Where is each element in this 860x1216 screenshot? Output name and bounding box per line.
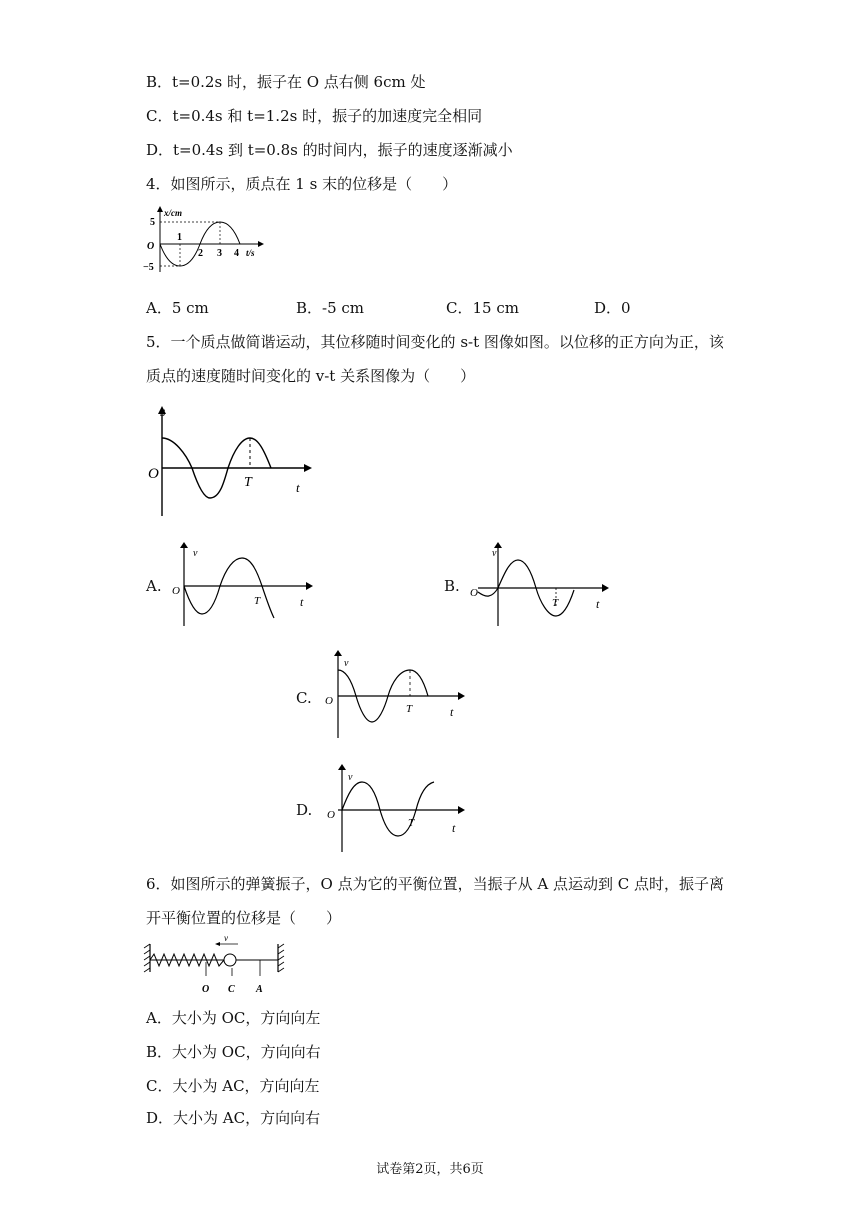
- q5-c-origin: O: [325, 695, 333, 707]
- q5-a-y-label: v: [193, 548, 198, 559]
- q4-stem: 4．如图所示，质点在 1 s 末的位移是（ ）: [146, 175, 458, 193]
- q5-a-origin: O: [172, 585, 180, 597]
- q4-y-tick-neg5: −5: [143, 262, 154, 273]
- q5-b-x-label: t: [596, 597, 600, 611]
- q5-st-graph: [140, 400, 320, 520]
- q5-option-d-label: D.: [296, 801, 313, 819]
- q6-option-a: A．大小为 OC，方向向左: [146, 1009, 321, 1027]
- q6-stem-line1: 6．如图所示的弹簧振子，O 点为它的平衡位置，当振子从 A 点运动到 C 点时，振子离: [146, 875, 724, 893]
- q5-b-period: T: [552, 597, 559, 609]
- q4-y-tick-5: 5: [150, 217, 155, 228]
- q6-point-a: A: [256, 984, 263, 995]
- page-footer: 试卷第2页，共6页: [376, 1162, 484, 1177]
- q5-st-y-label: s: [160, 405, 166, 420]
- q6-option-d: D．大小为 AC，方向向右: [146, 1109, 321, 1127]
- q4-x-tick-1: 1: [177, 232, 182, 243]
- q5-option-c-label: C.: [296, 689, 312, 707]
- q6-option-b: B．大小为 OC，方向向右: [146, 1043, 321, 1061]
- q5-d-origin: O: [327, 809, 335, 821]
- q5-stem-line1: 5．一个质点做简谐运动，其位移随时间变化的 s-t 图像如图。以位移的正方向为正，该: [146, 333, 724, 351]
- q5-c-period: T: [406, 703, 413, 715]
- q6-point-c: C: [228, 984, 235, 995]
- q5-c-y-label: v: [344, 658, 349, 669]
- q3-option-c: C．t=0.4s 和 t=1.2s 时，振子的加速度完全相同: [146, 107, 483, 125]
- q5-option-a-graph: [168, 540, 318, 630]
- q4-option-b: B．-5 cm: [296, 299, 365, 317]
- q5-option-d-graph: [322, 762, 472, 854]
- q6-spring-oscillator-figure: [140, 932, 290, 998]
- q6-stem-line2: 开平衡位置的位移是（ ）: [146, 909, 342, 927]
- q4-graph: [140, 204, 270, 274]
- q4-x-tick-3: 3: [217, 248, 222, 259]
- q5-a-x-label: t: [300, 595, 304, 609]
- q3-option-d: D．t=0.4s 到 t=0.8s 的时间内，振子的速度逐渐减小: [146, 141, 513, 159]
- q4-x-label: t/s: [246, 248, 255, 258]
- q5-st-period: T: [244, 475, 252, 490]
- q5-stem-line2: 质点的速度随时间变化的 v-t 关系图像为（ ）: [146, 367, 476, 385]
- q4-x-tick-2: 2: [198, 248, 203, 259]
- q6-option-c: C．大小为 AC，方向向左: [146, 1077, 320, 1095]
- q5-option-b-graph: [462, 540, 612, 630]
- q5-d-x-label: t: [452, 821, 456, 835]
- q6-velocity-label: v: [224, 933, 228, 943]
- q3-option-b: B．t=0.2s 时，振子在 O 点右侧 6cm 处: [146, 73, 426, 91]
- q5-b-y-label: v: [492, 548, 497, 559]
- q5-d-period: T: [408, 817, 415, 829]
- q5-a-period: T: [254, 595, 261, 607]
- q4-option-d: D．0: [594, 299, 631, 317]
- q5-st-x-label: t: [296, 480, 300, 495]
- q5-st-origin: O: [148, 466, 159, 482]
- q5-d-y-label: v: [348, 772, 353, 783]
- q4-option-c: C．15 cm: [446, 299, 519, 317]
- q4-option-a: A．5 cm: [146, 299, 209, 317]
- q4-origin: O: [147, 241, 155, 252]
- q6-point-o: O: [202, 984, 210, 995]
- q5-c-x-label: t: [450, 705, 454, 719]
- q5-option-c-graph: [322, 648, 472, 740]
- q4-x-tick-4: 4: [234, 248, 239, 259]
- q5-option-b-label: B.: [444, 577, 460, 595]
- q5-b-origin: O: [470, 587, 478, 599]
- q5-option-a-label: A.: [146, 577, 162, 595]
- q4-y-label: x/cm: [164, 208, 182, 218]
